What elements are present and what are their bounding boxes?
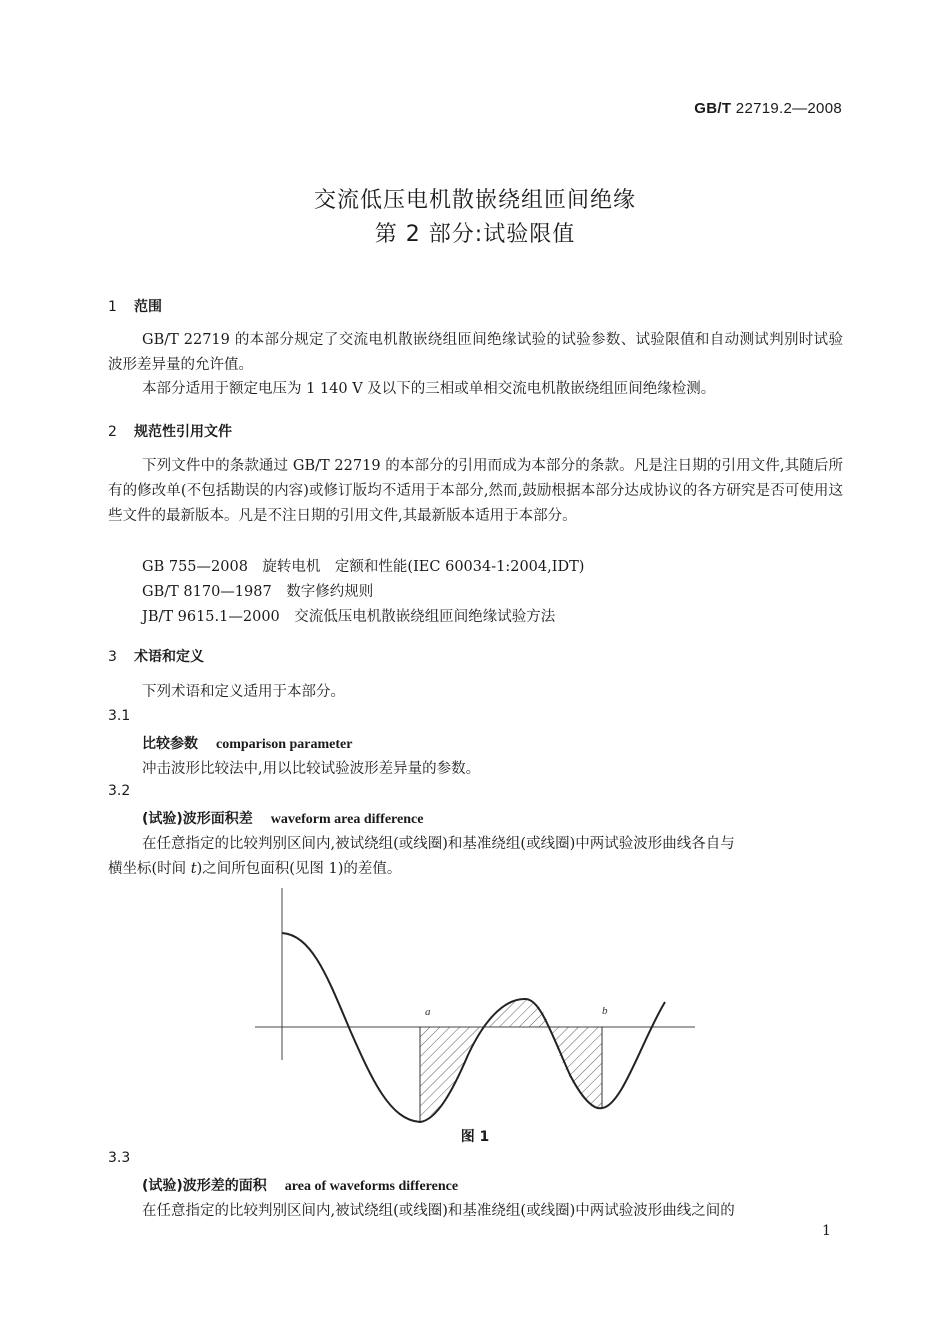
section-3-heading [108,646,204,666]
section-3-title: 术语和定义 [134,649,204,665]
term-definition: 在任意指定的比较判别区间内,被试绕组(或线圈)和基准绕组(或线圈)中两试验波形曲线各自与 [142,836,735,852]
document-title-line-1: 交流低压电机散嵌绕组匝间绝缘 [313,188,636,213]
term-chinese: (试验)波形面积差 [142,811,253,827]
section-2-number: 2 [108,424,117,440]
reference-item: JB/T 9615.1—2000 交流低压电机散嵌绕组匝间绝缘试验方法 [142,609,556,625]
term-heading [142,1175,458,1195]
term-heading [142,733,352,753]
figure-caption: 图 1 [460,1129,490,1145]
section-1-paragraph-2: 本部分适用于额定电压为 1 140 V 及以下的三相或单相交流电机散嵌绕组匝间绝缘检测。 [142,381,716,397]
standard-code: 22719.2—2008 [735,100,842,117]
standard-prefix: GB/T [694,100,732,117]
definition-text: 横坐标(时间 [108,861,191,877]
section-2-paragraph: 下列文件中的条款通过 GB/T 22719 的本部分的引用而成为本部分的条款。凡是注日期的引用文件,其随后所有的修改单(不包括勘误的内容)或修订版均不适用于本部分,然而,鼓励根据本部分达成协议的各方研究是否可使用这些文件的最新版本。凡是不注日期的引用文件,其最新版本适用于本部分。 [108,458,843,524]
label-a: a [425,1006,431,1018]
page-number: 1 [822,1223,831,1239]
term-chinese: 比较参数 [142,736,198,752]
reference-item: GB/T 8170—1987 数字修约规则 [142,584,374,600]
term-definition: 在任意指定的比较判别区间内,被试绕组(或线圈)和基准绕组(或线圈)中两试验波形曲线之间的 [142,1203,735,1219]
term-chinese: (试验)波形差的面积 [142,1178,267,1194]
term-heading [142,808,423,828]
section-1-number: 1 [108,299,117,315]
term-english: area of waveforms difference [284,1179,459,1194]
term-definition: 冲击波形比较法中,用以比较试验波形差异量的参数。 [142,761,481,777]
document-title-line-2: 第 2 部分:试验限值 [374,222,576,247]
term-english: waveform area difference [270,812,424,827]
figure-1-waveform [250,880,700,1125]
label-b: b [602,1005,608,1017]
section-2-heading [108,421,232,441]
definition-text: )之间所包面积(见图 1)的差值。 [196,861,402,877]
section-1-title: 范围 [134,299,162,315]
section-1-paragraph-1: GB/T 22719 的本部分规定了交流电机散嵌绕组匝间绝缘试验的试验参数、试验限值和自动测试判别时试验波形差异量的允许值。 [108,332,843,373]
section-1-heading [108,296,162,316]
clause-number: 3.1 [108,708,131,724]
time-variable: t [190,861,197,877]
section-3-intro: 下列术语和定义适用于本部分。 [142,684,345,700]
clause-number: 3.2 [108,783,131,799]
section-2-title: 规范性引用文件 [134,424,232,440]
hatched-area-3 [550,1027,602,1108]
standard-number [694,100,842,117]
term-definition-continued [108,857,401,878]
term-english: comparison parameter [216,737,353,752]
reference-item: GB 755—2008 旋转电机 定额和性能(IEC 60034-1:2004,IDT) [142,559,585,575]
clause-number: 3.3 [108,1150,131,1166]
section-3-number: 3 [108,649,117,665]
